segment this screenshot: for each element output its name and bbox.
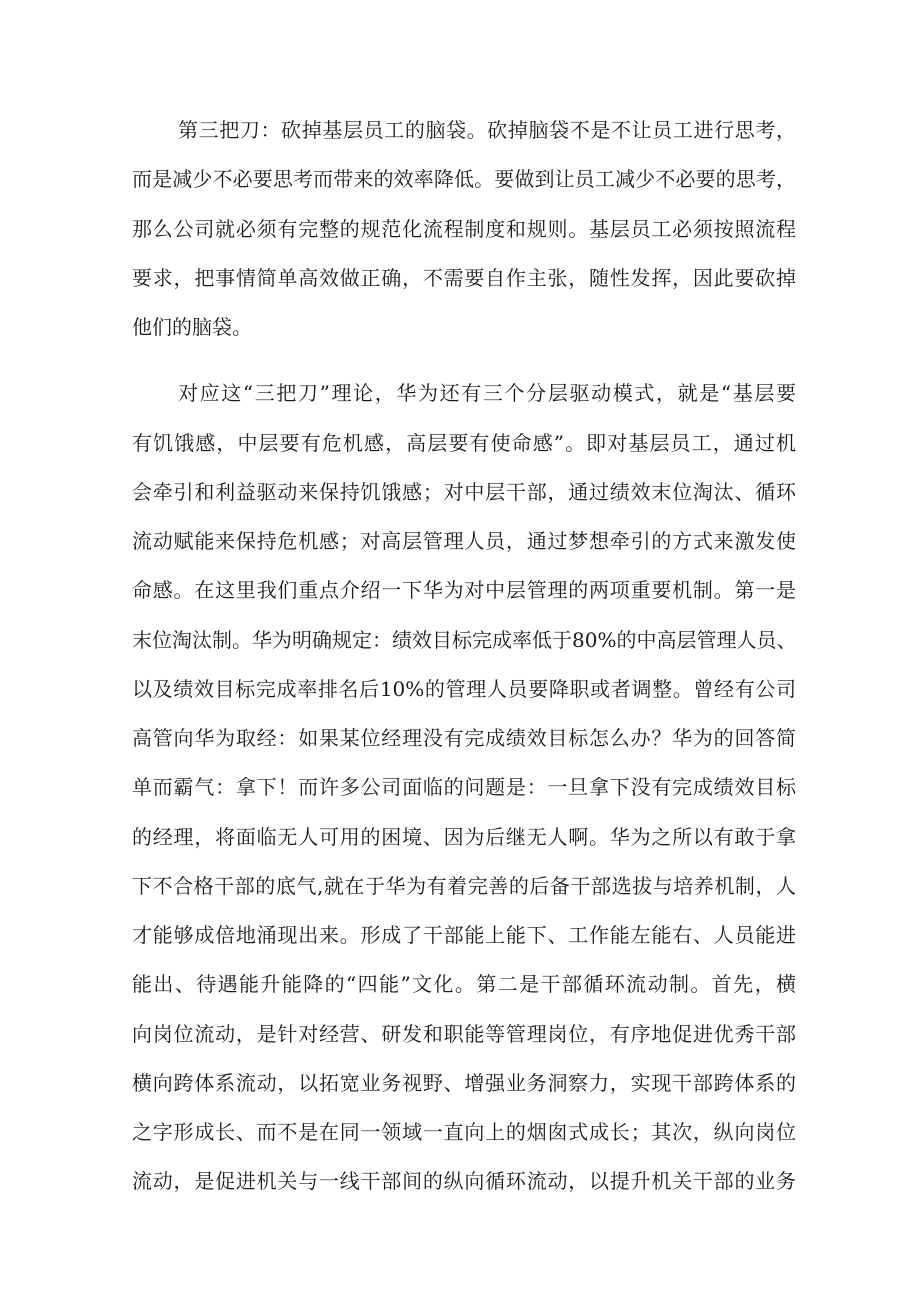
text-line: 流动，是促进机关与一线干部间的纵向循环流动，以提升机关干部的业务 — [132, 1169, 796, 1193]
text-line: 以及绩效目标完成率排名后10%的管理人员要降职或者调整。曾经有公司 — [132, 677, 796, 701]
text-line: 能出、待遇能升能降的“四能”文化。第二是干部循环流动制。首先，横 — [132, 972, 796, 996]
text-line: 单而霸气：拿下！而许多公司面临的问题是：一旦拿下没有完成绩效目标 — [132, 775, 796, 799]
text-line: 才能够成倍地涌现出来。形成了干部能上能下、工作能左能右、人员能进 — [132, 923, 796, 947]
text-line: 会牵引和利益驱动来保持饥饿感；对中层干部，通过绩效末位淘汰、循环 — [132, 480, 796, 504]
text-line: 要求，把事情简单高效做正确，不需要自作主张，随性发挥，因此要砍掉 — [132, 266, 796, 290]
text-line: 第三把刀：砍掉基层员工的脑袋。砍掉脑袋不是不让员工进行思考， — [178, 118, 796, 142]
text-line: 末位淘汰制。华为明确规定：绩效目标完成率低于80%的中高层管理人员、 — [132, 628, 797, 652]
text-line: 有饥饿感，中层要有危机感，高层要有使命感”。即对基层员工，通过机 — [132, 431, 796, 455]
text-line: 而是减少不必要思考而带来的效率降低。要做到让员工减少不必要的思考， — [132, 167, 796, 191]
text-line: 高管向华为取经：如果某位经理没有完成绩效目标怎么办？华为的回答简 — [132, 726, 796, 750]
text-line: 流动赋能来保持危机感；对高层管理人员，通过梦想牵引的方式来激发使 — [132, 529, 796, 553]
text-line: 横向跨体系流动，以拓宽业务视野、增强业务洞察力，实现干部跨体系的 — [132, 1071, 796, 1095]
text-line: 他们的脑袋。 — [132, 315, 252, 339]
text-line: 那么公司就必须有完整的规范化流程制度和规则。基层员工必须按照流程 — [132, 217, 796, 241]
text-line: 的经理，将面临无人可用的困境、因为后继无人啊。华为之所以有敢于拿 — [132, 825, 796, 849]
text-line: 对应这“三把刀”理论，华为还有三个分层驱动模式，就是“基层要 — [178, 381, 796, 405]
text-line: 下不合格干部的底气,就在于华为有着完善的后备干部选拔与培养机制，人 — [132, 874, 796, 898]
text-line: 之字形成长、而不是在同一领域一直向上的烟囱式成长；其次，纵向岗位 — [132, 1120, 796, 1144]
text-line: 命感。在这里我们重点介绍一下华为对中层管理的两项重要机制。第一是 — [132, 578, 796, 602]
text-line: 向岗位流动，是针对经营、研发和职能等管理岗位，有序地促进优秀干部 — [132, 1022, 796, 1046]
